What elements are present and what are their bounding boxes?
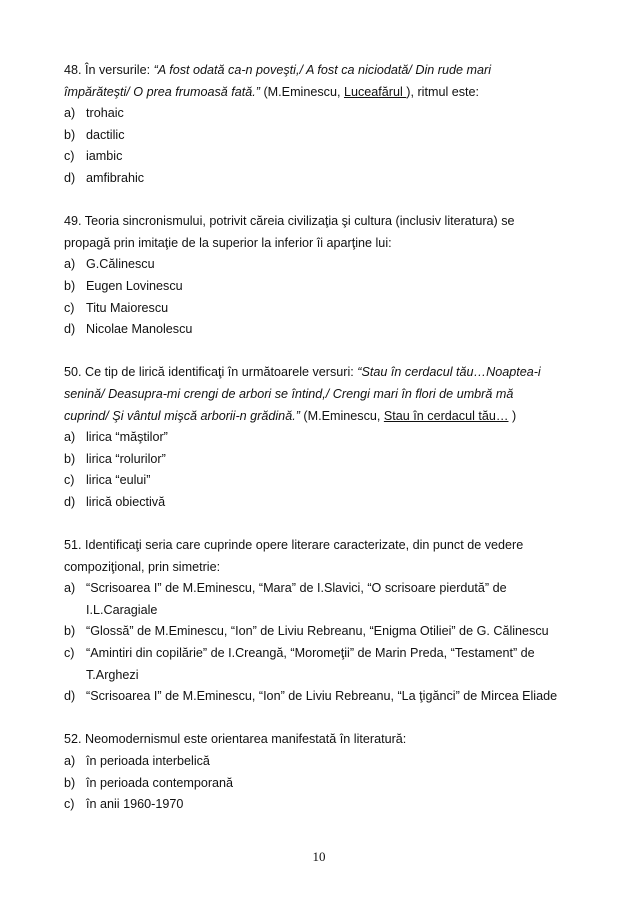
option-text: în perioada interbelică [86, 754, 210, 768]
answer-option [64, 146, 584, 168]
question-text-line [64, 60, 584, 82]
option-text: lirica “eului” [86, 473, 151, 488]
question-text-line [64, 535, 584, 557]
option-text: Nicolae Manolescu [86, 322, 193, 337]
option-text: lirică obiectivă [86, 494, 166, 509]
work-title: Luceafărul [343, 84, 407, 99]
answer-option [64, 492, 584, 514]
question-text-line [64, 82, 584, 104]
option-text: “Glossă” de M.Eminescu, “Ion” de Liviu Rebreanu, “Enigma Otiliei” de G. Călinescu [86, 624, 549, 639]
answer-option [64, 427, 584, 449]
question-text: compoziţional, prin simetrie: [64, 559, 221, 574]
question-text: 50. Ce tip de lirică identificaţi în următoarele versuri: [64, 365, 358, 380]
option-text: lirica “rolurilor” [86, 451, 166, 466]
quoted-verse: cuprind/ Şi vântul mişcă arborii-n grădină.” [64, 408, 300, 423]
quoted-verse: senină/ Deasupra-mi crengi de arbori se întind,/ Crengi mari în flori de umbră mă [64, 386, 514, 401]
option-letter: b) [64, 451, 76, 466]
option-letter: a) [64, 257, 76, 272]
question-text: ), ritmul este: [406, 84, 480, 99]
answer-option [64, 319, 584, 341]
option-letter: c) [64, 300, 75, 315]
questions-list [64, 60, 584, 837]
option-letter: d) [64, 322, 76, 337]
question-text-line [64, 384, 584, 406]
option-letter: b) [64, 775, 76, 790]
option-text: în perioada contemporană [86, 775, 234, 790]
option-letter: c) [64, 797, 75, 812]
answer-option [64, 751, 584, 773]
option-text: Titu Maiorescu [86, 300, 169, 315]
answer-option [64, 298, 584, 320]
answer-option [64, 168, 584, 190]
question-text: ) [508, 408, 517, 423]
question-text-line [64, 729, 584, 751]
question-q51 [64, 535, 584, 708]
answer-option [64, 103, 584, 125]
question-q50 [64, 362, 584, 513]
question-text: (M.Eminescu, [259, 84, 344, 99]
option-text: Eugen Lovinescu [86, 278, 183, 293]
option-text: trohaic [86, 106, 124, 121]
work-title: Stau în cerdacul tău… [383, 408, 509, 423]
option-text: G.Călinescu [86, 257, 155, 272]
option-text: iambic [86, 149, 123, 164]
option-letter: c) [64, 646, 75, 661]
question-text: 49. Teoria sincronismului, potrivit căreia civilizaţia şi cultura (inclusiv literatura) se [64, 214, 515, 229]
question-text: 51. Identificaţi seria care cuprinde opere literare caracterizate, din punct de vedere [64, 538, 524, 553]
question-text: propagă prin imitaţie de la superior la inferior îi aparţine lui: [64, 235, 392, 250]
option-text: “Amintiri din copilărie” de I.Creangă, “Moromeţii” de Marin Preda, “Testament” de [86, 646, 535, 661]
question-text-line [64, 233, 584, 255]
answer-option [64, 470, 584, 492]
option-letter: a) [64, 106, 76, 121]
answer-option [64, 794, 584, 816]
option-letter: c) [64, 473, 75, 488]
question-text-line [64, 211, 584, 233]
option-letter: c) [64, 149, 75, 164]
answer-option [64, 643, 584, 665]
question-q48 [64, 60, 584, 190]
answer-option [64, 621, 584, 643]
option-text: dactilic [86, 127, 125, 142]
answer-option [64, 276, 584, 298]
quoted-verse: “Stau în cerdacul tău…Noaptea-i [357, 365, 541, 380]
answer-option [64, 449, 584, 471]
option-text-continued: T.Arghezi [86, 667, 139, 682]
option-letter: b) [64, 278, 76, 293]
page-number: 10 [312, 849, 326, 864]
option-letter: a) [64, 430, 76, 445]
option-text: lirica “măştilor” [86, 430, 168, 445]
option-text: “Scrisoarea I” de M.Eminescu, “Ion” de Liviu Rebreanu, “La ţigănci” de Mircea Eliade [86, 689, 558, 704]
option-text-continued: I.L.Caragiale [86, 602, 158, 617]
question-q49 [64, 211, 584, 341]
quoted-verse: “A fost odată ca-n poveşti,/ A fost ca niciodată/ Din rude mari [153, 63, 492, 77]
option-letter: a) [64, 581, 76, 596]
question-text-line [64, 557, 584, 579]
option-text: amfibrahic [86, 170, 145, 185]
option-letter: b) [64, 624, 76, 639]
question-text: 48. În versurile: [64, 63, 154, 77]
answer-option [64, 686, 584, 708]
question-text: 52. Neomodernismul este orientarea manifestată în literatură: [64, 732, 407, 747]
question-text: (M.Eminescu, [299, 408, 384, 423]
answer-option [64, 578, 584, 600]
question-text-line [64, 406, 584, 428]
option-letter: d) [64, 170, 76, 185]
answer-option [64, 773, 584, 795]
option-letter: a) [64, 754, 76, 768]
option-letter: d) [64, 494, 76, 509]
answer-option [64, 125, 584, 147]
option-letter: b) [64, 127, 76, 142]
quoted-verse: împărăteşti/ O prea frumoasă fată.” [64, 84, 260, 99]
option-text: în anii 1960-1970 [86, 797, 184, 812]
option-letter: d) [64, 689, 76, 704]
question-text-line [64, 362, 584, 384]
answer-option [64, 254, 584, 276]
question-q52 [64, 729, 584, 815]
option-text: “Scrisoarea I” de M.Eminescu, “Mara” de I.Slavici, “O scrisoare pierdută” de [86, 581, 507, 596]
